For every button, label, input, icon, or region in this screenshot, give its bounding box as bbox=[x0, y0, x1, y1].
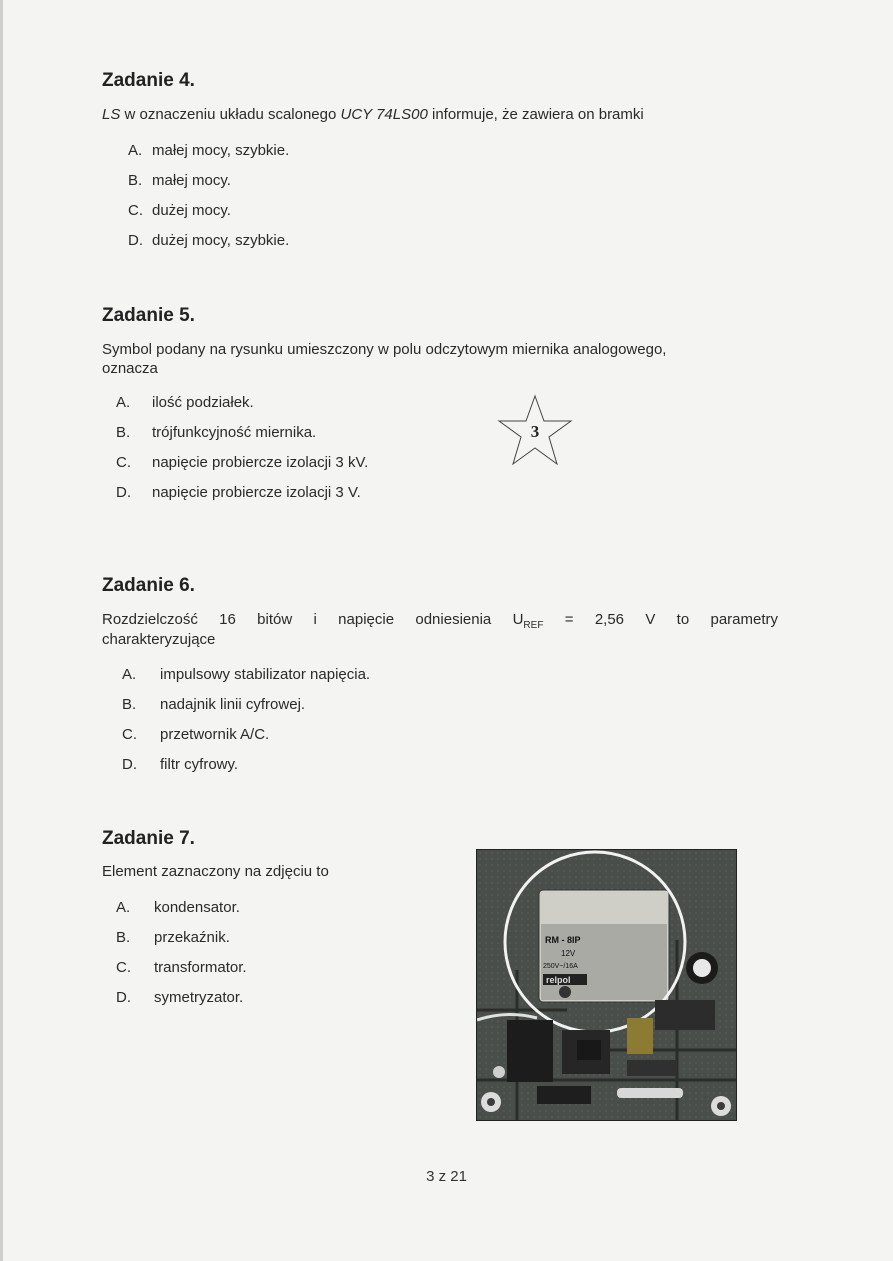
task-6-question-line-2: charakteryzujące bbox=[102, 631, 216, 648]
relay-label-voltage: 12V bbox=[561, 949, 576, 958]
task-6-option-a[interactable]: A. impulsowy stabilizator napięcia. bbox=[122, 666, 371, 683]
task-6-question-line-1: Rozdzielczość 16 bitów i napięcie odniesienia $U_{REF} = 2,56$ V to parametry bbox=[102, 611, 779, 631]
page-edge bbox=[0, 0, 3, 1261]
task-4-option-d[interactable]: D. dużej mocy, szybkie. bbox=[128, 232, 290, 249]
task-5-question-line-2: oznacza bbox=[102, 360, 158, 377]
task-6-option-c[interactable]: C. przetwornik A/C. bbox=[122, 726, 270, 743]
page-number: 3 z 21 bbox=[426, 1168, 467, 1185]
task-7-option-a[interactable]: A. kondensator. bbox=[116, 899, 240, 916]
circuit-board-drawing bbox=[477, 850, 736, 1120]
task-7-heading: Zadanie 7. bbox=[102, 828, 195, 849]
task-5-heading: Zadanie 5. bbox=[102, 305, 195, 326]
task-4-option-a[interactable]: A. małej mocy, szybkie. bbox=[128, 142, 290, 159]
task-5-option-c[interactable]: C. napięcie probiercze izolacji 3 kV. bbox=[116, 454, 369, 471]
circuit-board-photo bbox=[476, 849, 737, 1121]
ls-term: LS bbox=[102, 106, 121, 123]
task-7-option-c[interactable]: C. transformator. bbox=[116, 959, 247, 976]
task-6-heading: Zadanie 6. bbox=[102, 575, 195, 596]
task-7-option-d[interactable]: D. symetryzator. bbox=[116, 989, 244, 1006]
task-5-option-a[interactable]: A. ilość podziałek. bbox=[116, 394, 254, 411]
task-7-question: Element zaznaczony na zdjęciu to bbox=[102, 863, 329, 880]
relay-label-rating: 250V~/16A bbox=[543, 963, 578, 970]
star-symbol-label: 3 bbox=[530, 422, 540, 441]
task-4-option-b[interactable]: B. małej mocy. bbox=[128, 172, 231, 189]
task-5-option-d[interactable]: D. napięcie probiercze izolacji 3 V. bbox=[116, 484, 361, 501]
task-7-option-b[interactable]: B. przekaźnik. bbox=[116, 929, 230, 946]
relay-label-brand: relpol bbox=[546, 975, 571, 985]
chip-name: UCY 74LS00 bbox=[340, 106, 428, 123]
task-4-heading: Zadanie 4. bbox=[102, 70, 195, 91]
relay-label-model: RM - 8IP bbox=[545, 935, 581, 945]
task-5-question-line-1: Symbol podany na rysunku umieszczony w polu odczytowym miernika analogowego, bbox=[102, 341, 667, 358]
task-5-option-b[interactable]: B. trójfunkcyjność miernika. bbox=[116, 424, 317, 441]
task-6-option-d[interactable]: D. filtr cyfrowy. bbox=[122, 756, 239, 773]
task-6-option-b[interactable]: B. nadajnik linii cyfrowej. bbox=[122, 696, 306, 713]
task-4-question: LS w oznaczeniu układu scalonego UCY 74LS00 informuje, że zawiera on bramki bbox=[102, 106, 644, 123]
task-4-option-c[interactable]: C. dużej mocy. bbox=[128, 202, 231, 219]
star-symbol-icon bbox=[495, 393, 575, 469]
